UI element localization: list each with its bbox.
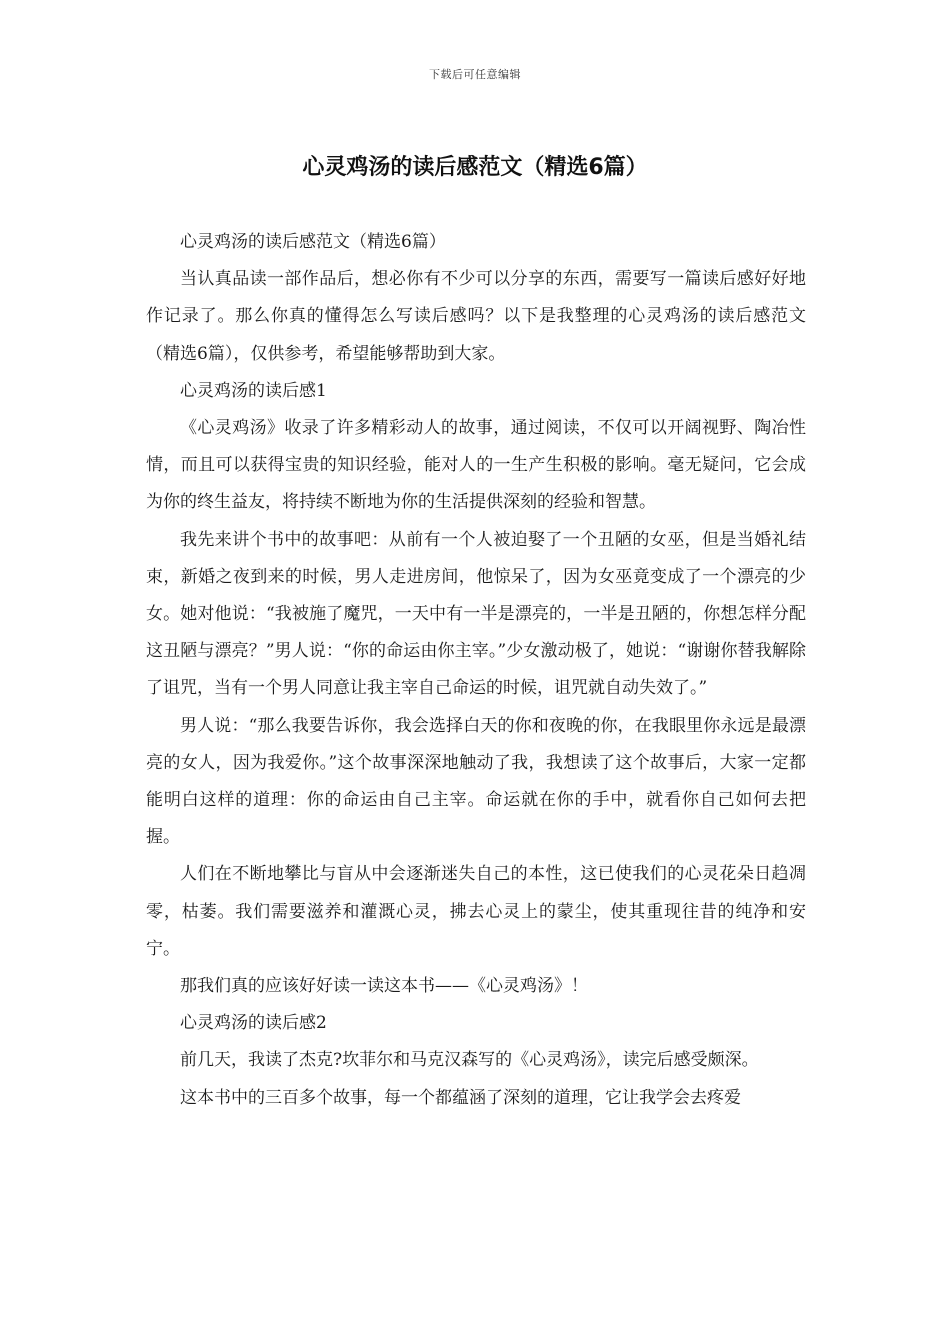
paragraph: 人们在不断地攀比与盲从中会逐渐迷失自己的本性，这已使我们的心灵花朵日趋凋零，枯萎。我们需要滋养和灌溉心灵，拂去心灵上的蒙尘，使其重现往昔的纯净和安宁。: [146, 864, 806, 959]
document-body: [146, 224, 806, 1117]
paragraph-subtitle: 心灵鸡汤的读后感范文（精选6篇）: [180, 232, 446, 252]
paragraph-intro: 当认真品读一部作品后，想必你有不少可以分享的东西，需要写一篇读后感好好地作记录了。那么你真的懂得怎么写读后感吗？以下是我整理的心灵鸡汤的读后感范文（精选6篇），仅供参考，希望能够帮助到大家。: [146, 269, 806, 364]
paragraph: 男人说：“那么我要告诉你，我会选择白天的你和夜晚的你，在我眼里你永远是最漂亮的女人，因为我爱你。”这个故事深深地触动了我，我想读了这个故事后，大家一定都能明白这样的道理：你的命运由自己主宰。命运就在你的手中，就看你自己如何去把握。: [146, 715, 806, 848]
paragraph: 前几天，我读了杰克?坎菲尔和马克汉森写的《心灵鸡汤》，读完后感受颇深。: [180, 1050, 759, 1071]
section-heading-1: 心灵鸡汤的读后感1: [180, 380, 327, 401]
section-heading-2: 心灵鸡汤的读后感2: [180, 1013, 327, 1034]
paragraph: 那我们真的应该好好读一读这本书——《心灵鸡汤》！: [180, 976, 588, 997]
paragraph: 这本书中的三百多个故事，每一个都蕴涵了深刻的道理，它让我学会去疼爱: [180, 1087, 741, 1108]
document-title: 心灵鸡汤的读后感范文（精选6篇）: [302, 155, 648, 180]
page-header-note: 下载后可任意编辑: [429, 68, 521, 81]
paragraph: 《心灵鸡汤》收录了许多精彩动人的故事，通过阅读，不仅可以开阔视野、陶冶性情，而且可以获得宝贵的知识经验，能对人的一生产生积极的影响。毫无疑问，它会成为你的终生益友，将持续不断地为你的生活提供深刻的经验和智慧。: [146, 418, 806, 513]
paragraph: 我先来讲个书中的故事吧：从前有一个人被迫娶了一个丑陋的女巫，但是当婚礼结束，新婚之夜到来的时候，男人走进房间，他惊呆了，因为女巫竟变成了一个漂亮的少女。她对他说：“我被施了魔咒，一天中有一半是漂亮的，一半是丑陋的，你想怎样分配这丑陋与漂亮？”男人说：“你的命运由你主宰。”少女激动极了，她说：“谢谢你替我解除了诅咒，当有一个男人同意让我主宰自己命运的时候，诅咒就自动失效了。”: [146, 529, 806, 699]
